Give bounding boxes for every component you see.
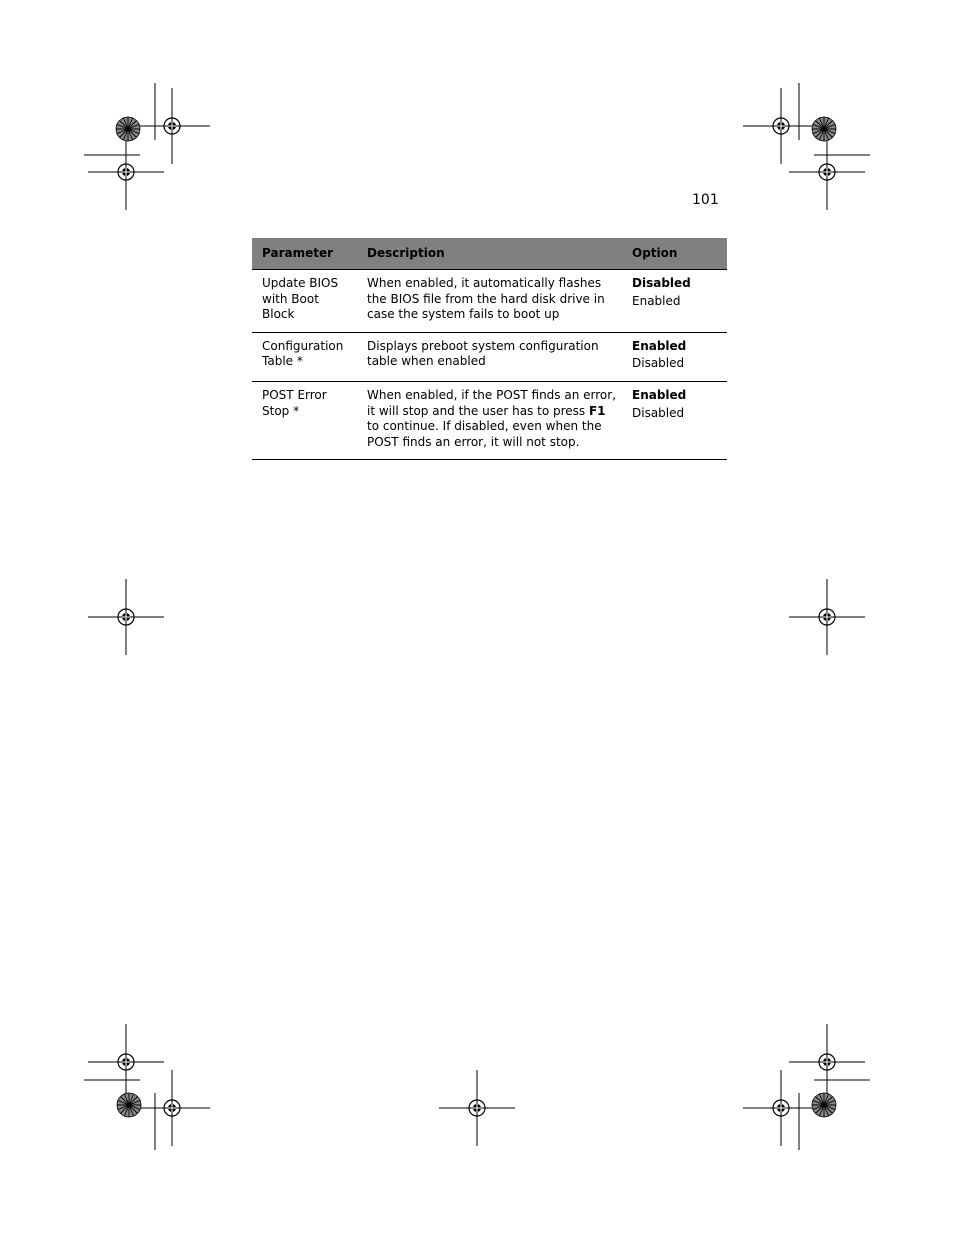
star-mark [116,117,140,141]
crosshair-mark [134,88,210,164]
crosshair-mark [88,134,164,210]
header-description: Description [357,238,622,270]
crosshair-mark [439,1070,515,1146]
description-text: to continue. If disabled, even when the POST finds an error, it will not stop. [367,419,602,449]
crosshair-mark [743,88,819,164]
crosshair-mark [88,1024,164,1100]
star-mark [812,1093,836,1117]
crosshair-mark [789,1024,865,1100]
option-default: Enabled [632,338,687,353]
bios-parameter-table [252,238,727,460]
option-cell [622,270,727,333]
star-mark [812,117,836,141]
option-alternative: Enabled [632,293,681,308]
header-option: Option [622,238,727,270]
table-header-row [252,238,727,270]
parameter-cell: Update BIOS with Boot Block [252,270,357,333]
option-cell [622,381,727,459]
page-number: 101 [692,192,719,208]
header-parameter: Parameter [252,238,357,270]
star-mark [117,1093,141,1117]
option-cell [622,332,727,381]
crosshair-mark [88,579,164,655]
key-f1: F1 [588,403,606,418]
table-row [252,381,727,459]
table-row [252,270,727,333]
crosshair-mark [789,134,865,210]
description-cell [357,381,622,459]
description-cell: When enabled, it automatically flashes the BIOS file from the hard disk drive in case the system fails to boot up [357,270,622,333]
crosshair-mark [134,1070,210,1146]
crosshair-mark [743,1070,819,1146]
option-default: Disabled [632,276,691,290]
description-text: When enabled, if the POST finds an error, it will stop and the user has to press [367,387,617,418]
option-default: Enabled [632,387,687,402]
table-row [252,332,727,381]
option-alternative: Disabled [632,356,685,371]
parameter-cell: POST Error Stop * [252,381,357,459]
parameter-cell: Configuration Table * [252,332,357,381]
crosshair-mark [789,579,865,655]
option-alternative: Disabled [632,405,685,420]
description-cell: Displays preboot system configuration table when enabled [357,332,622,381]
